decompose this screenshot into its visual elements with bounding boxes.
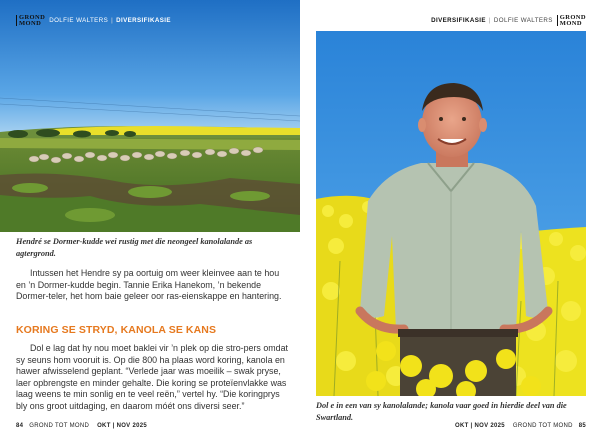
sheep-photo-image — [0, 0, 300, 232]
footer-magazine: GROND TOT MOND — [512, 423, 573, 429]
body-paragraph-1: Intussen het Hendre sy pa oortuig om weer kleinvee aan te hou en ’n Dormer-kudde begin. Tannie Erika Hanekom, ’n bekende Dormer-teler, het hom baie geleer oor ras-eienskappe en hantering. — [16, 268, 282, 302]
grond-tot-mond-logo: GROND MOND — [16, 15, 45, 26]
running-head-author: DOLFIE WALTERS — [49, 17, 109, 24]
right-footer — [455, 423, 586, 429]
footer-magazine: GROND TOT MOND — [29, 423, 90, 429]
running-head-author: DOLFIE WALTERS — [493, 17, 553, 24]
body-paragraph-2: Dol e lag dat hy nou moet baklei vir ’n plek op die stro-pers omdat sy seuns hom vooruit is. Op die 800 ha plaas word koring, kanola en hawer afwisselend geplant. “Verlede jaar was moeilik – swak pryse, laer opbrengste en minder gehalte. Die koring se proteïenvlakke was laag weens te min sonlig en te veel reën,” vertel hy. “Die koringprys bly ons groot uitdaging, en daarom móét ons diversi seer.” — [16, 343, 289, 411]
left-footer — [16, 423, 147, 429]
section-subheading: KORING SE STRYD, KANOLA SE KANS — [16, 324, 217, 336]
sheep-photo-caption: Hendré se Dormer-kudde wei rustig met die neongeel kanolalande as agtergrond. — [16, 237, 253, 258]
left-running-head: GROND MOND DOLFIE WALTERS | DIVERSIFIKASIE — [16, 15, 171, 26]
page-number: 84 — [16, 423, 24, 429]
right-running-head: DIVERSIFIKASIE | DOLFIE WALTERS GROND MOND — [431, 14, 586, 27]
running-head-section: DIVERSIFIKASIE — [431, 17, 486, 24]
footer-issue: OKT | NOV 2025 — [455, 423, 505, 429]
farmer-photo-caption: Dol e in een van sy kanolalande; kanola vaar goed in hierdie deel van die Swartland. — [316, 401, 567, 422]
farmer-photo-image — [316, 31, 586, 396]
sheep-flock-photo — [0, 0, 300, 232]
running-head-section: DIVERSIFIKASIE — [116, 17, 171, 24]
farmer-canola-photo — [316, 31, 586, 396]
grond-tot-mond-logo: GROND MOND — [557, 15, 586, 26]
page-number: 85 — [578, 423, 586, 429]
footer-issue: OKT | NOV 2025 — [97, 423, 147, 429]
